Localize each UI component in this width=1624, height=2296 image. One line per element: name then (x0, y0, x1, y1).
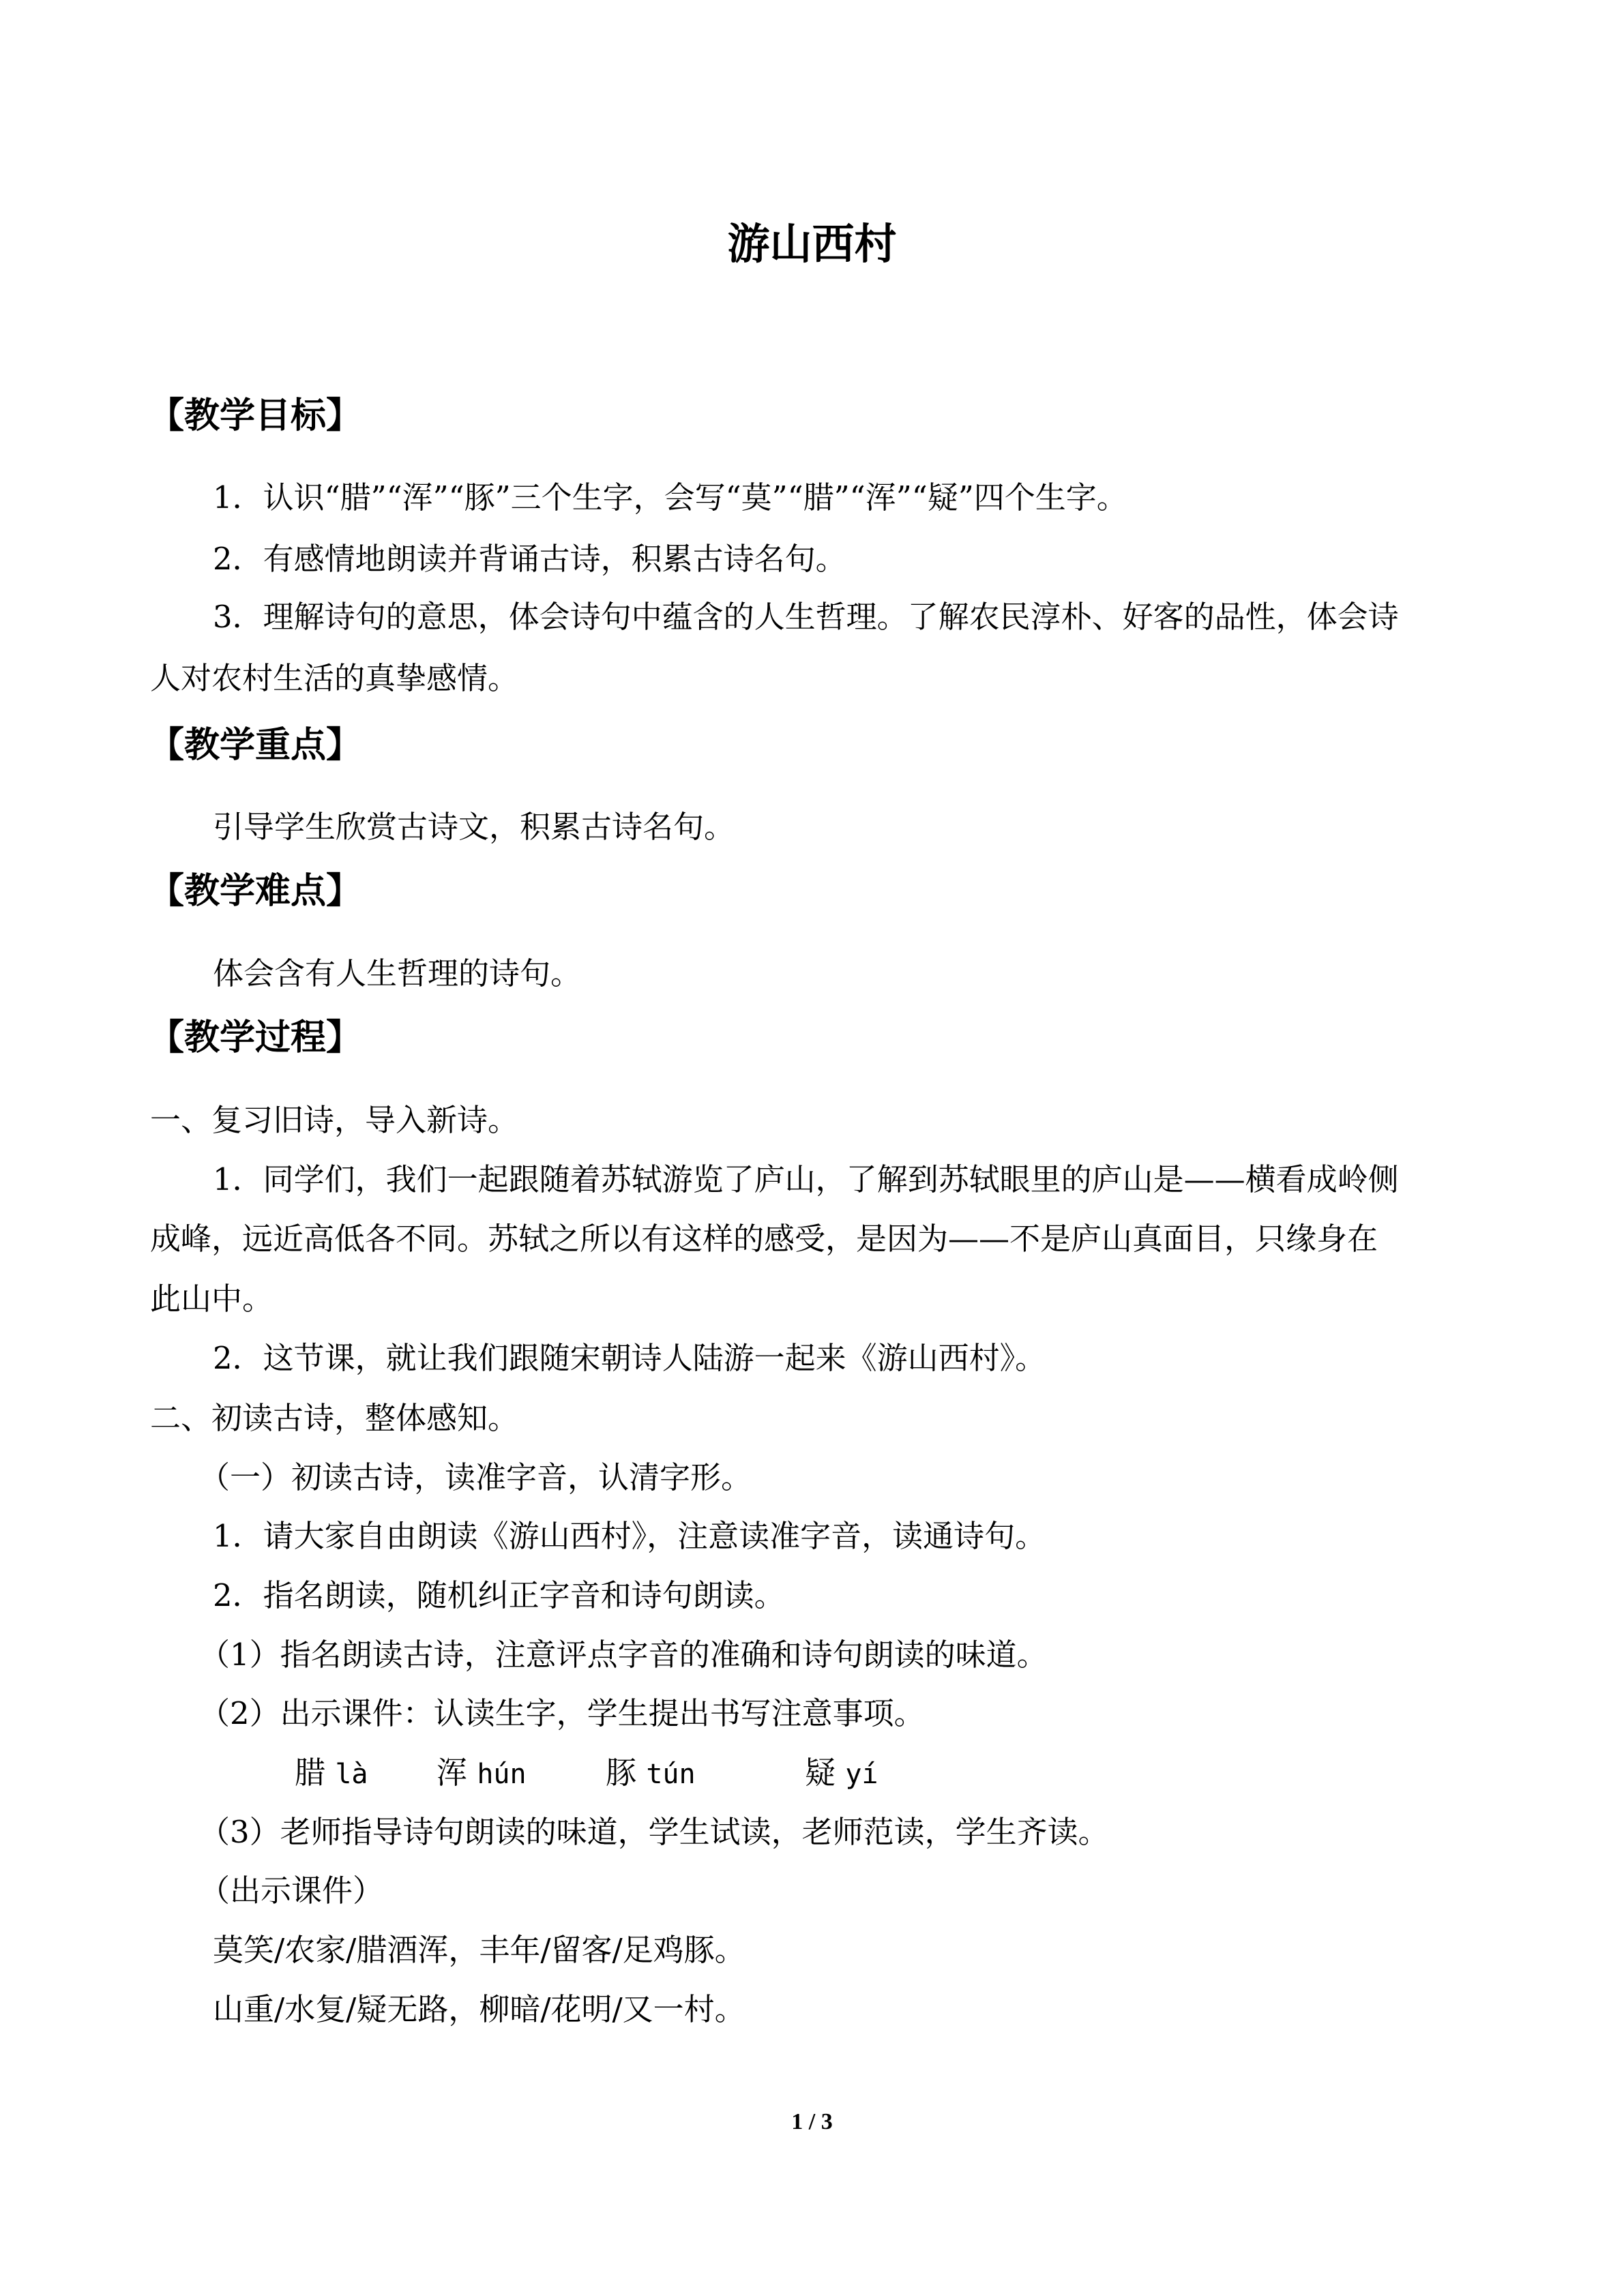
process-line: 1．同学们，我们一起跟随着苏轼游览了庐山，了解到苏轼眼里的庐山是——横看成岭侧 (213, 1161, 1399, 1197)
pinyin-item: 腊 là (295, 1755, 368, 1791)
heading-goals: 【教学目标】 (149, 396, 362, 436)
poem-line-1: 莫笑/农家/腊酒浑，丰年/留客/足鸡豚。 (213, 1932, 745, 1968)
process-line: （2）出示课件：认读生字，学生提出书写注意事项。 (199, 1695, 925, 1731)
heading-key-points: 【教学重点】 (149, 725, 362, 766)
process-line: （3）老师指导诗句朗读的味道，学生试读，老师范读，学生齐读。 (199, 1814, 1109, 1850)
page-title: 游山西村 (727, 219, 897, 269)
process-line: 成峰，远近高低各不同。苏轼之所以有这样的感受，是因为——不是庐山真面目，只缘身在 (150, 1221, 1378, 1257)
difficulties-text: 体会含有人生哲理的诗句。 (213, 955, 582, 992)
pinyin-item: 疑 yí (805, 1755, 879, 1791)
heading-difficulties: 【教学难点】 (149, 871, 362, 912)
goal-item-3: 3．理解诗句的意思，体会诗句中蕴含的人生哲理。了解农民淳朴、好客的品性，体会诗 (213, 599, 1399, 635)
process-line: （1）指名朗读古诗，注意评点字音的准确和诗句朗读的味道。 (199, 1637, 1048, 1673)
poem-line-2: 山重/水复/疑无路，柳暗/花明/又一村。 (213, 1991, 745, 2027)
process-line: 1．请大家自由朗读《游山西村》，注意读准字音，读通诗句。 (213, 1518, 1046, 1554)
pinyin-item: 浑 hún (437, 1755, 527, 1791)
page-number: 1 / 3 (791, 2109, 833, 2134)
key-points-text: 引导学生欣赏古诗文，积累古诗名句。 (213, 809, 735, 845)
process-line: 二、初读古诗，整体感知。 (150, 1400, 519, 1436)
process-line: （一）初读古诗，读准字音，认清字形。 (199, 1459, 752, 1495)
process-line: 此山中。 (150, 1281, 274, 1317)
goal-item-1: 1．认识“腊”“浑”“豚”三个生字，会写“莫”“腊”“浑”“疑”四个生字。 (213, 479, 1127, 516)
goal-item-3-cont: 人对农村生活的真挚感情。 (150, 660, 519, 696)
process-line: （出示课件） (199, 1873, 384, 1909)
process-line: 2．这节课，就让我们跟随宋朝诗人陆游一起来《游山西村》。 (213, 1340, 1046, 1376)
goal-item-2: 2．有感情地朗读并背诵古诗，积累古诗名句。 (213, 541, 846, 577)
process-line: 一、复习旧诗，导入新诗。 (150, 1102, 519, 1138)
pinyin-item: 豚 tún (606, 1755, 696, 1791)
process-line: 2．指名朗读，随机纠正字音和诗句朗读。 (213, 1577, 785, 1613)
heading-process: 【教学过程】 (149, 1017, 362, 1058)
